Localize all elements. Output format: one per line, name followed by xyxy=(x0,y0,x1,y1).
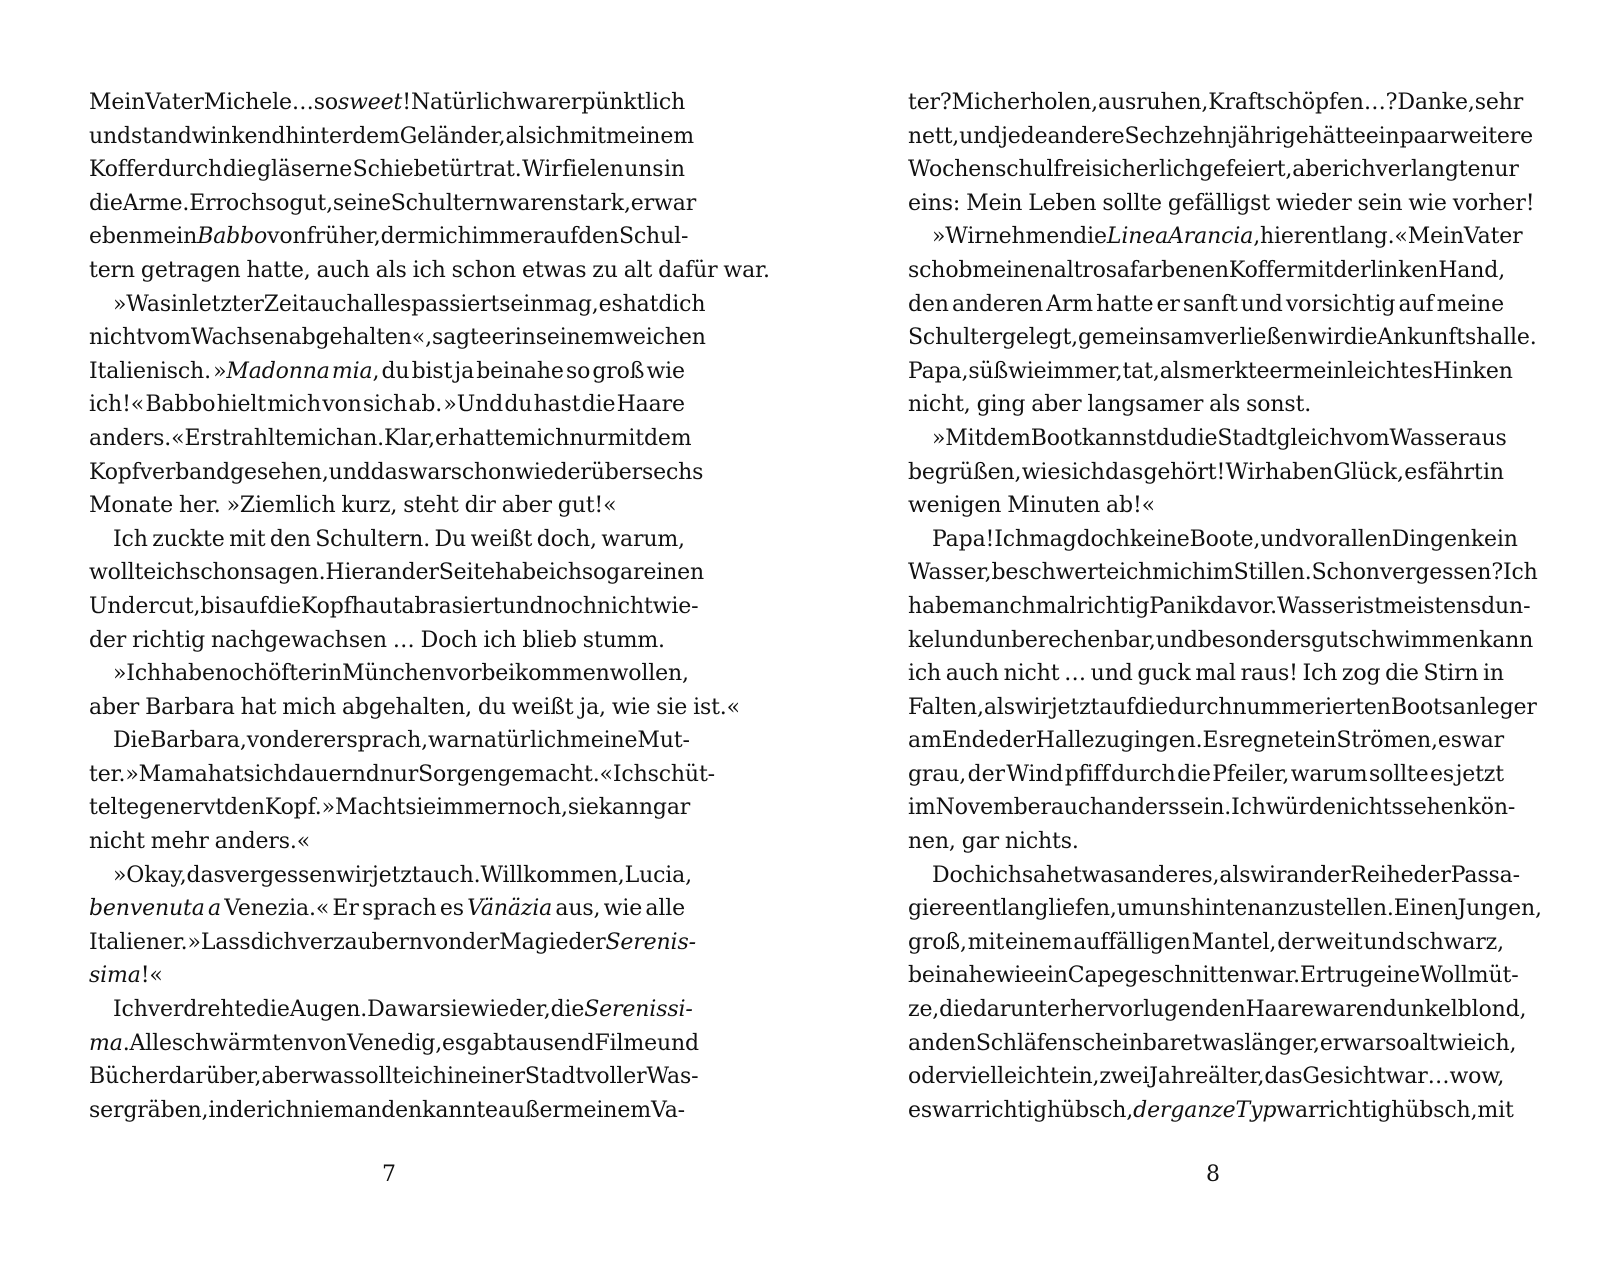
text-line: den anderen Arm hatte er sanft und vorsichtig auf meine xyxy=(908,291,1504,317)
text-line: ma. Alle schwärmten von Venedig, es gab tausend Filme und xyxy=(89,1030,699,1056)
page-number-left: 7 xyxy=(382,1162,396,1187)
text-line: ich!« Babbo hielt mich von sich ab. »Und du hast die Haare xyxy=(89,392,685,418)
text-line: telte genervt den Kopf. »Macht sie immer noch, sie kann gar xyxy=(89,795,691,821)
text-line: aber Barbara hat mich abgehalten, du weißt ja, wie sie ist.« xyxy=(89,694,740,720)
text-line: »Ich habe noch öfter in München vorbeikommen wollen, xyxy=(113,661,689,687)
text-line: ter? Mich erholen, ausruhen, Kraft schöpfen …? Danke, sehr xyxy=(908,90,1524,115)
text-line: Monate her. »Ziemlich kurz, steht dir aber gut!« xyxy=(89,493,617,519)
text-line: sima!« xyxy=(89,963,163,989)
text-line: »Okay, das vergessen wir jetzt auch. Willkommen, Lucia, xyxy=(113,862,692,888)
text-line: grau, der Wind pfiff durch die Pfeiler, warum sollte es jetzt xyxy=(908,761,1504,787)
text-line: wollte ich schon sagen. Hier an der Seite habe ich sogar einen xyxy=(89,560,705,586)
text-line: tern getragen hatte, auch als ich schon etwas zu alt dafür war. xyxy=(89,257,770,283)
text-line: Doch ich sah etwas anderes, als wir an der Reihe der Passa- xyxy=(932,862,1520,888)
page-number-right: 8 xyxy=(1206,1162,1220,1187)
text-line: Italienisch. »Madonna mia, du bist ja beinahe so groß wie xyxy=(89,358,685,384)
text-line: es war richtig hübsch, der ganze Typ war richtig hübsch, mit xyxy=(908,1097,1514,1123)
text-line: Wochen schulfrei sicherlich gefeiert, aber ich verlangte nur xyxy=(908,157,1519,183)
page-right-text xyxy=(908,86,1542,1127)
text-line: der richtig nachgewachsen … Doch ich blieb stumm. xyxy=(89,627,665,653)
text-line: habe manchmal richtig Panik davor. Wasser ist meistens dun- xyxy=(908,593,1531,619)
text-line: die Arme. Er roch so gut, seine Schultern waren stark, er war xyxy=(89,190,697,216)
text-line: schob meinen altrosafarbenen Koffer mit der linken Hand, xyxy=(908,257,1506,283)
text-line: wenigen Minuten ab!« xyxy=(908,493,1155,519)
text-line: begrüßen, wie sich das gehört! Wir haben Glück, es fährt in xyxy=(908,459,1504,485)
text-line: kel und unberechenbar, und besonders gut schwimmen kann xyxy=(908,627,1534,653)
text-line: sergräben, in der ich niemanden kannte außer meinem Va- xyxy=(89,1097,685,1123)
text-line: Papa! Ich mag doch keine Boote, und vor allen Dingen kein xyxy=(932,526,1518,552)
text-line: nicht vom Wachsen abgehalten«, sagte er in seinem weichen xyxy=(89,325,706,351)
text-line: Italiener. »Lass dich verzaubern von der Magie der Serenis- xyxy=(89,929,696,955)
text-line: ter. »Mama hat sich dauernd nur Sorgen gemacht.« Ich schüt- xyxy=(89,761,715,787)
text-line: nicht mehr anders.« xyxy=(89,829,311,855)
text-line: oder vielleicht ein, zwei Jahre älter, das Gesicht war … wow, xyxy=(908,1064,1505,1090)
text-line: benvenuta a Venezia.« Er sprach es Vänäzia aus, wie alle xyxy=(89,896,685,922)
text-line: giere entlangliefen, um uns hinten anzustellen. Einen Jungen, xyxy=(908,896,1542,922)
text-line: an den Schläfen scheinbar etwas länger, er war so alt wie ich, xyxy=(908,1030,1517,1056)
text-line: eins: Mein Leben sollte gefälligst wieder sein wie vorher! xyxy=(908,190,1535,216)
text-line: Papa, süß wie immer, tat, als merkte er mein leichtes Hinken xyxy=(908,358,1513,384)
text-line: Undercut, bis auf die Kopfhaut abrasiert und noch nicht wie- xyxy=(89,593,699,619)
text-line: anders.« Er strahlte mich an. Klar, er hatte mich nur mit dem xyxy=(89,425,692,451)
text-line: nett, und jede andere Sechzehnjährige hätte ein paar weitere xyxy=(908,123,1534,149)
text-line: beinahe wie ein Cape geschnitten war. Er trug eine Wollmüt- xyxy=(908,963,1519,989)
text-line: groß, mit einem auffälligen Mantel, der weit und schwarz, xyxy=(908,929,1504,955)
text-line: Ich zuckte mit den Schultern. Du weißt doch, warum, xyxy=(113,526,685,552)
text-line: Schulter gelegt, gemeinsam verließen wir die Ankunftshalle. xyxy=(908,325,1537,351)
text-line: Koffer durch die gläserne Schiebetür trat. Wir fielen uns in xyxy=(89,157,685,183)
text-line: im November auch anders sein. Ich würde nichts sehen kön- xyxy=(908,795,1516,821)
text-line: Wasser, beschwerte ich mich im Stillen. Schon vergessen? Ich xyxy=(908,560,1538,586)
text-line: Mein Vater Michele … so sweet! Natürlich war er pünktlich xyxy=(89,90,686,115)
text-line: »Was in letzter Zeit auch alles passiert sein mag, es hat dich xyxy=(113,291,706,317)
text-line: nen, gar nichts. xyxy=(908,829,1079,855)
text-line: Falten, als wir jetzt auf die durchnummerierten Bootsanleger xyxy=(908,694,1537,720)
page-left-text xyxy=(89,86,770,1127)
text-line: »Mit dem Boot kannst du die Stadt gleich vom Wasser aus xyxy=(932,425,1507,451)
text-line: eben mein Babbo von früher, der mich immer auf den Schul- xyxy=(89,224,689,250)
text-line: »Wir nehmen die Linea Arancia, hier entlang.« Mein Vater xyxy=(932,224,1523,250)
text-line: nicht, ging aber langsamer als sonst. xyxy=(908,392,1312,418)
text-line: Ich verdrehte die Augen. Da war sie wieder, die Serenissi- xyxy=(113,997,693,1023)
text-line: und stand winkend hinter dem Geländer, als ich mit meinem xyxy=(89,123,694,149)
text-line: am Ende der Halle zugingen. Es regnete in Strömen, es war xyxy=(908,728,1504,754)
text-line: Bücher darüber, aber was sollte ich in einer Stadt voller Was- xyxy=(89,1064,699,1090)
text-line: ze, die darunter hervorlugenden Haare waren dunkelblond, xyxy=(908,997,1527,1023)
text-line: Kopfverband gesehen, und das war schon wieder über sechs xyxy=(89,459,704,485)
text-line: Die Barbara, von der er sprach, war natürlich meine Mut- xyxy=(113,728,690,754)
text-line: ich auch nicht … und guck mal raus! Ich zog die Stirn in xyxy=(908,661,1504,687)
